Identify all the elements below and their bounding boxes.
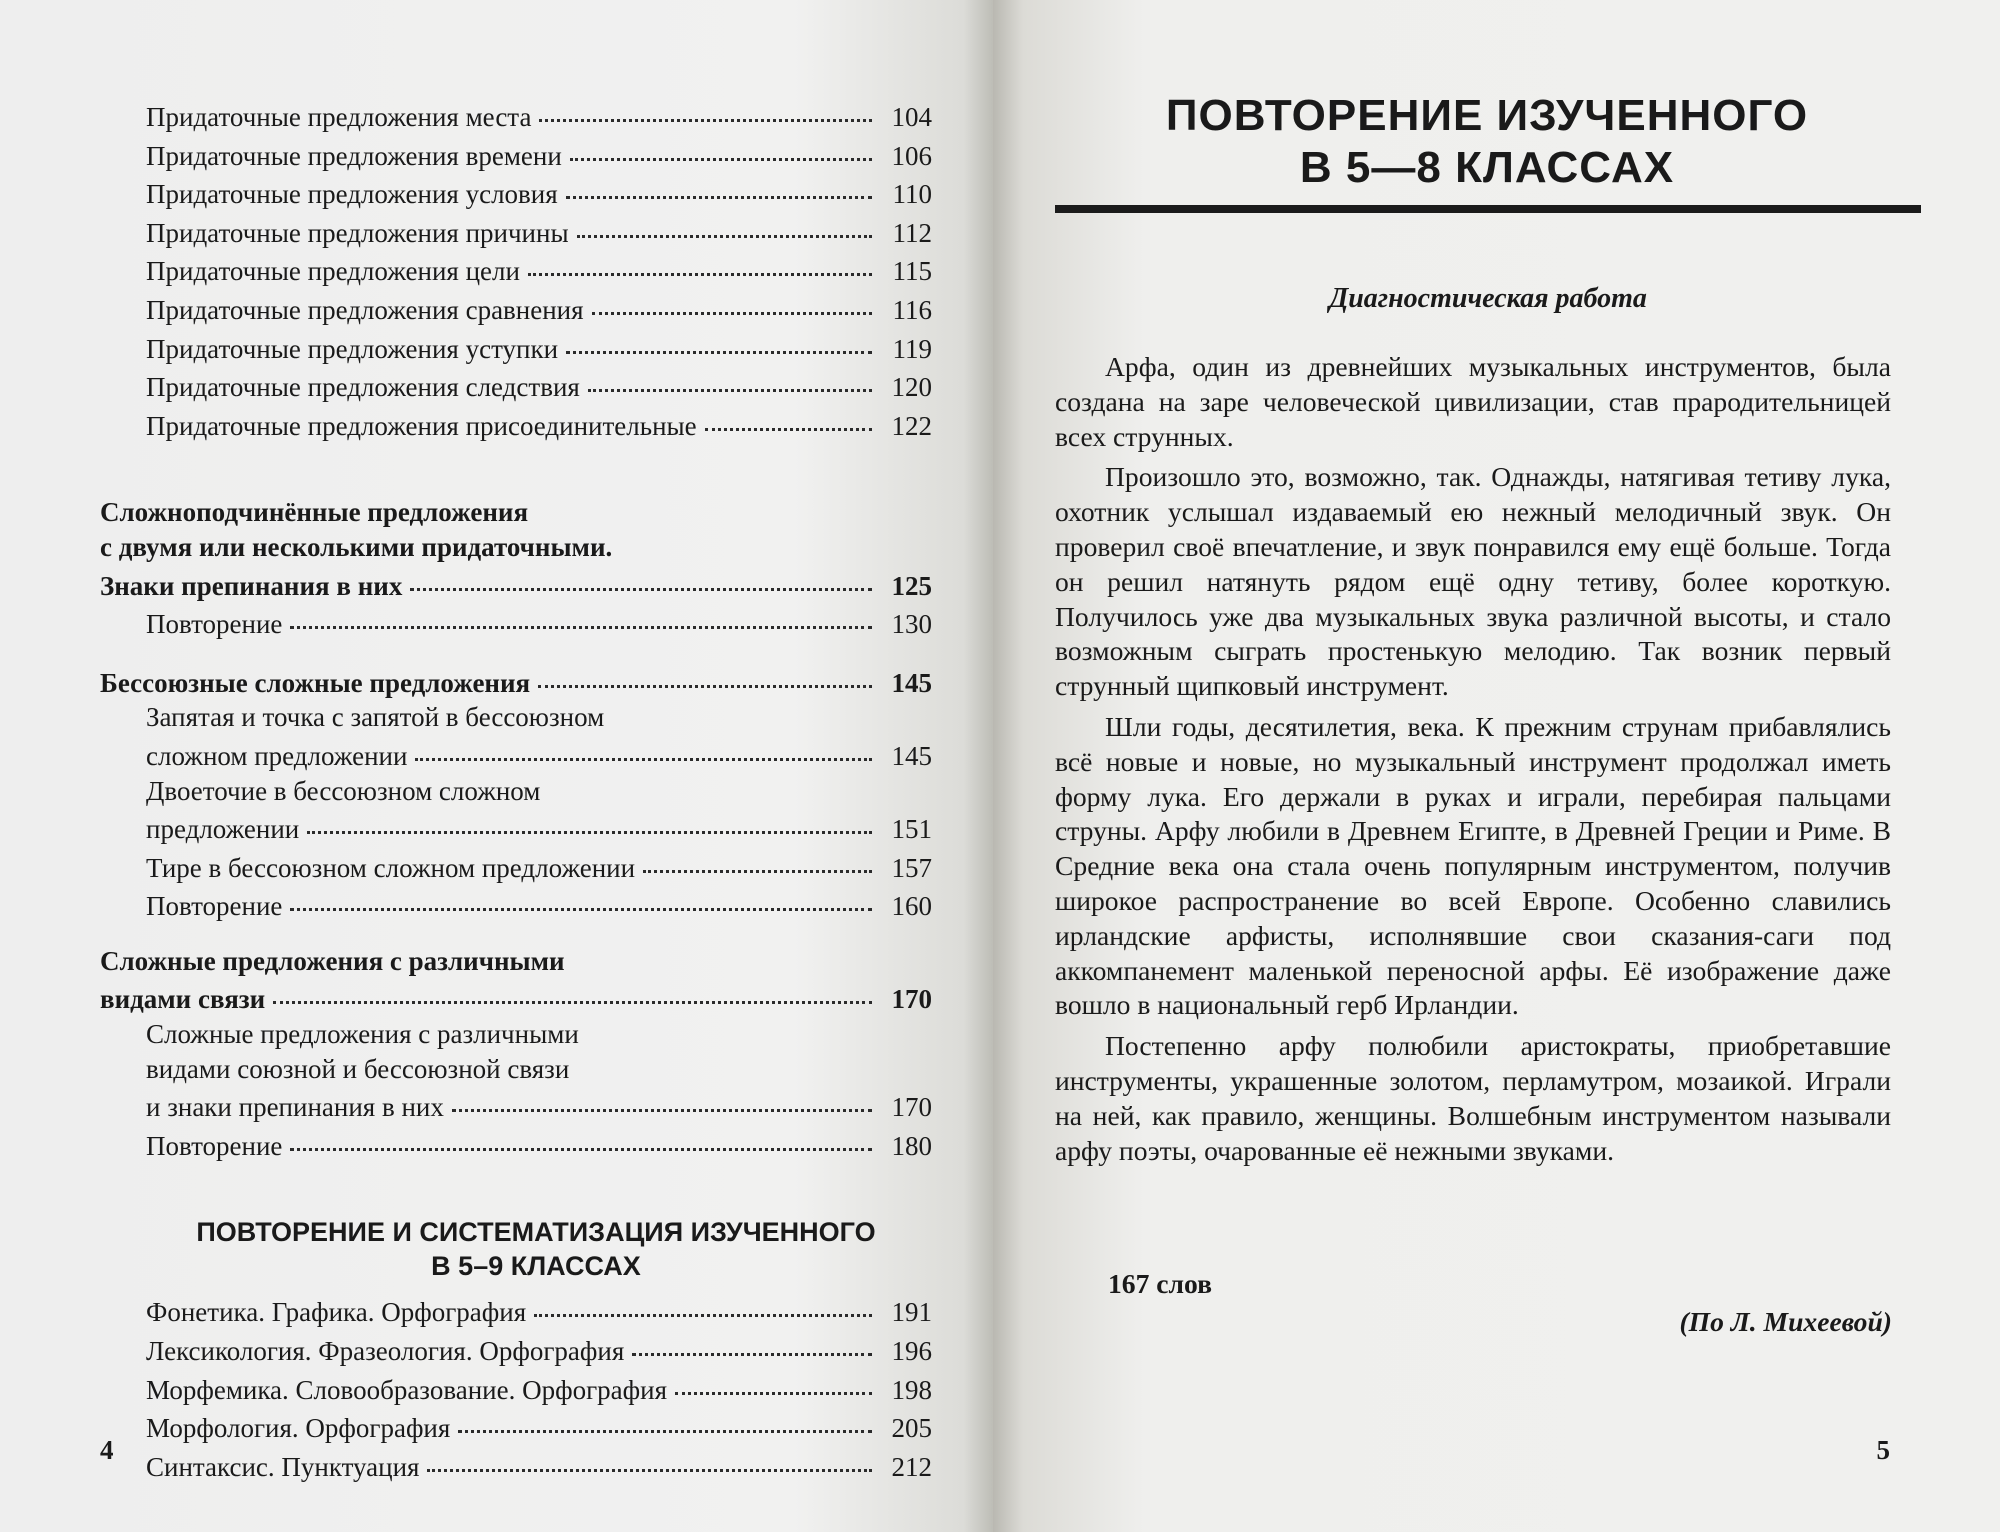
toc-entry[interactable] xyxy=(100,735,932,774)
toc-entry-page: 119 xyxy=(892,333,932,364)
toc-entry[interactable] xyxy=(100,289,932,328)
leader-dots xyxy=(528,246,872,276)
page-number: 5 xyxy=(1876,1435,1890,1465)
toc-entry-page: 145 xyxy=(891,667,932,698)
paragraph: Арфа, один из древнейших музыкальных инструментов, была создана на заре человеческой цивилизации, став прародительницей всех струнных. xyxy=(1055,351,1891,452)
toc-entry-title: сложном предложении xyxy=(146,740,408,771)
toc-entry-title: предложении xyxy=(146,814,300,845)
toc-entry[interactable] xyxy=(100,1330,932,1369)
toc-entry-title: Лексикология. Фразеология. Орфография xyxy=(146,1336,625,1367)
toc-entry-page: 110 xyxy=(892,179,932,210)
leader-dots xyxy=(307,804,872,834)
toc-entry[interactable] xyxy=(100,808,932,847)
leader-dots xyxy=(592,285,872,315)
toc-entry[interactable] xyxy=(100,173,932,212)
toc-entry-page: 151 xyxy=(891,814,932,845)
toc-entry-title: Придаточные предложения цели xyxy=(146,256,520,287)
left-page xyxy=(0,0,993,1532)
toc-entry-title: Знаки препинания в них xyxy=(100,570,403,601)
toc-entry-title: Повторение xyxy=(146,609,283,640)
leader-dots xyxy=(566,324,872,354)
leader-dots xyxy=(415,731,872,761)
toc-entry[interactable] xyxy=(100,366,932,405)
toc-entry-title: Придаточные предложения сравнения xyxy=(146,294,584,325)
leader-dots xyxy=(452,1082,872,1112)
right-page xyxy=(993,0,2000,1532)
leader-dots xyxy=(588,362,872,392)
toc-entry-title: Повторение xyxy=(146,1130,283,1161)
toc-entry[interactable] xyxy=(100,250,932,289)
paragraph: Шли годы, десятилетия, века. К прежним струнам прибавлялись всё новые и новые, но музыкальный инструмент продолжал иметь форму лука. Его держали в руках и играли, перебирая пальцами струны. Арфу любили в Древнем Египте, в Древней Греции и Риме. В Средние века она стала очень популярным инструментом, получив широкое распространение во всей Европе. Особенно славились ирландские арфисты, исполнявшие свои сказания-саги под аккомпанемент маленькой переносной арфы. Её изображение даже вошло в национальный герб Ирландии. xyxy=(1055,710,1891,1021)
toc-entry-page: 205 xyxy=(891,1413,932,1444)
toc-entry-title: Морфемика. Словообразование. Орфография xyxy=(146,1374,667,1405)
title-rule xyxy=(1055,205,1921,213)
toc-entry-page: 191 xyxy=(891,1297,932,1328)
toc-section-entry[interactable] xyxy=(100,978,932,1017)
leader-dots xyxy=(643,843,872,873)
leader-dots xyxy=(570,131,872,161)
toc-entry-line[interactable]: Запятая и точка с запятой в бессоюзном xyxy=(146,702,605,733)
dictation-text xyxy=(1055,350,1891,1168)
toc-section-title[interactable]: Сложноподчинённые предложения xyxy=(100,497,529,528)
toc-entry-title: Придаточные предложения места xyxy=(146,102,532,132)
heading-line: В 5–9 КЛАССАХ xyxy=(431,1251,641,1282)
toc-entry[interactable] xyxy=(100,1086,932,1125)
leader-dots xyxy=(534,1287,872,1317)
toc-entry[interactable] xyxy=(100,1125,932,1164)
page-number: 4 xyxy=(100,1435,114,1465)
toc-entry[interactable] xyxy=(100,1369,932,1408)
leader-dots xyxy=(566,169,872,199)
leader-dots xyxy=(427,1442,872,1472)
toc-entry-page: 115 xyxy=(892,256,932,287)
toc-entry[interactable] xyxy=(100,328,932,367)
toc-entry[interactable] xyxy=(100,96,932,135)
toc-entry-page: 106 xyxy=(891,140,932,171)
toc-entry-title: Повторение xyxy=(146,891,283,922)
heading-line: ПОВТОРЕНИЕ И СИСТЕМАТИЗАЦИЯ ИЗУЧЕННОГО xyxy=(196,1217,876,1248)
toc-entry[interactable] xyxy=(100,1407,932,1446)
toc-entry-page: 130 xyxy=(891,609,932,640)
spacer xyxy=(100,1163,932,1215)
toc-entry-line[interactable]: Сложные предложения с различными xyxy=(146,1019,579,1050)
toc-entry-page: 170 xyxy=(891,1092,932,1123)
toc-entry-page: 145 xyxy=(891,740,932,771)
leader-dots xyxy=(410,561,872,591)
toc-entry-page: 104 xyxy=(891,102,932,132)
leader-dots xyxy=(273,974,872,1004)
toc-entry-title: Придаточные предложения причины xyxy=(146,217,569,248)
section-subtitle: Диагностическая работа xyxy=(1329,283,1647,314)
toc-entry-title: и знаки препинания в них xyxy=(146,1092,444,1123)
word-count: 167 слов xyxy=(1108,1268,1213,1299)
toc-entry-page: 157 xyxy=(891,852,932,883)
toc-entry-page: 120 xyxy=(891,372,932,403)
toc-entry-title: Синтаксис. Пунктуация xyxy=(146,1451,420,1482)
leader-dots xyxy=(705,401,872,431)
toc-entry-page: 170 xyxy=(891,984,932,1015)
leader-dots xyxy=(675,1365,872,1395)
toc-entry-page: 125 xyxy=(891,570,932,601)
toc-section-entry[interactable] xyxy=(100,662,932,701)
leader-dots xyxy=(539,92,872,122)
toc-entry-page: 198 xyxy=(891,1374,932,1405)
toc-entry-page: 116 xyxy=(892,294,932,325)
chapter-title-line: В 5—8 КЛАССАХ xyxy=(1299,143,1675,192)
toc-entry-title: Морфология. Орфография xyxy=(146,1413,451,1444)
leader-dots xyxy=(458,1403,872,1433)
leader-dots xyxy=(290,1121,872,1151)
toc-entry-page: 122 xyxy=(891,410,932,441)
toc-entry[interactable] xyxy=(100,885,932,924)
toc-entry-title: Придаточные предложения уступки xyxy=(146,333,559,364)
toc-entry[interactable] xyxy=(100,847,932,886)
spacer xyxy=(100,924,932,944)
toc-entry-title: Придаточные предложения времени xyxy=(146,140,562,171)
toc-entry-page: 160 xyxy=(891,891,932,922)
toc-section-title[interactable]: Сложные предложения с различными xyxy=(100,945,565,976)
toc-section-title[interactable]: с двумя или несколькими придаточными. xyxy=(100,531,613,562)
chapter-title-line: ПОВТОРЕНИЕ ИЗУЧЕННОГО xyxy=(1165,91,1809,140)
toc-entry-page: 212 xyxy=(891,1451,932,1482)
leader-dots xyxy=(290,881,872,911)
paragraph: Произошло это, возможно, так. Однажды, натягивая тетиву лука, охотник услышал издаваемый ею нежный мелодичный звук. Он проверил своё впечатление, и звук понравился ему ещё больше. Тогда он решил натянуть рядом ещё одну тетиву, более короткую. Получилось уже два музыкальных звука различной высоты, и стало возможным сыграть простенькую мелодию. Так возник первый струнный щипковый инструмент. xyxy=(1055,461,1891,702)
spacer xyxy=(100,443,932,495)
toc-entry[interactable] xyxy=(100,603,932,642)
toc-entry-page: 112 xyxy=(892,217,932,248)
toc-entry-title: Придаточные предложения присоединительные xyxy=(146,410,697,441)
toc-entry-title: видами связи xyxy=(100,984,266,1015)
leader-dots xyxy=(290,599,872,629)
toc-entry-title: Фонетика. Графика. Орфография xyxy=(146,1297,527,1328)
toc-entry[interactable] xyxy=(100,405,932,444)
toc-entry-title: Тире в бессоюзном сложном предложении xyxy=(146,852,636,883)
systematization-heading xyxy=(100,1215,932,1283)
text-source: (По Л. Михеевой) xyxy=(1679,1306,1892,1337)
chapter-title xyxy=(1057,90,1917,194)
paragraph: Постепенно арфу полюбили аристократы, приобретавшие инструменты, украшенные золотом, перламутром, мозаикой. Играли на ней, как правило, женщины. Волшебным инструментом называли арфу поэты, очарованные её нежными звуками. xyxy=(1055,1030,1891,1166)
toc-entry-page: 180 xyxy=(891,1130,932,1161)
leader-dots xyxy=(632,1326,872,1356)
toc-entry-title: Придаточные предложения условия xyxy=(146,179,558,210)
toc-entry[interactable] xyxy=(100,1291,932,1330)
toc-entry-title: Бессоюзные сложные предложения xyxy=(100,667,531,698)
toc-entry[interactable] xyxy=(100,1446,932,1485)
toc-entry-line[interactable]: Двоеточие в бессоюзном сложном xyxy=(146,775,541,806)
toc-entry-line[interactable]: видами союзной и бессоюзной связи xyxy=(146,1053,570,1084)
toc-entry-title: Придаточные предложения следствия xyxy=(146,372,580,403)
toc-section-entry[interactable] xyxy=(100,565,932,604)
leader-dots xyxy=(577,208,872,238)
toc-entry[interactable] xyxy=(100,135,932,174)
toc-entry[interactable] xyxy=(100,212,932,251)
leader-dots xyxy=(538,658,872,688)
toc-entry-page: 196 xyxy=(891,1336,932,1367)
table-of-contents xyxy=(100,96,932,1484)
